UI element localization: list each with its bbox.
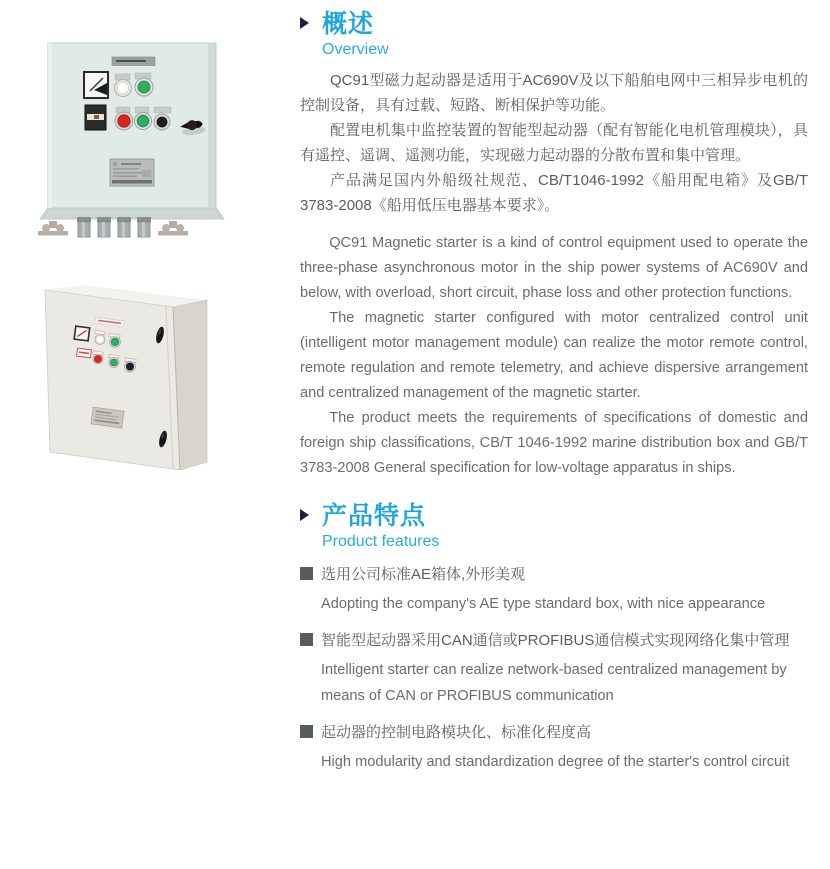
- feature-en-text: Intelligent starter can realize network-based centralized management by means of CAN or PROFIBUS communication: [321, 662, 787, 704]
- cabinet2-gauge: [74, 326, 90, 341]
- overview-header: [300, 8, 808, 40]
- product-photo-angled-view: [20, 272, 260, 487]
- label-plate: [154, 107, 171, 113]
- feature-zh-text: 起动器的控制电路模块化、标准化程度高: [321, 724, 592, 741]
- cabinet1-cable-glands: [77, 217, 151, 237]
- features-header: [300, 500, 808, 532]
- feature-zh-line: [300, 721, 808, 742]
- white-indicator-button-2: [95, 335, 105, 345]
- features-title-en: Product features: [322, 533, 440, 550]
- green-run-button-2: [109, 358, 119, 368]
- green-run-button: [135, 113, 152, 130]
- paragraph-en: The magnetic starter configured with motor centralized control unit (intelligent motor management module) can realize the motor remote control, remote regulation and remote telemetry, and achieve dispersive arrangement and centralized management of the magnetic starter.: [300, 310, 808, 401]
- feature-zh-text: 选用公司标准AE箱体,外形美观: [321, 566, 526, 583]
- red-stop-button: [115, 112, 133, 130]
- cabinet1-top-label: [112, 57, 155, 66]
- features-title-zh: 产品特点: [322, 502, 427, 530]
- cabinet1-left-foot-bracket: [38, 221, 68, 236]
- features-list: [300, 563, 808, 775]
- feature-en-text: High modularity and standardization degree of the starter's control circuit: [321, 754, 790, 770]
- paragraph-en: QC91 Magnetic starter is a kind of control equipment used to operate the three-phase asynchronous motor in the ship power systems of AC690V and below, with overload, short circuit, phase loss and other protection functions.: [300, 235, 808, 301]
- feature-en-text: Adopting the company's AE type standard box, with nice appearance: [321, 596, 766, 612]
- blue-test-button: [125, 361, 136, 372]
- product-images-column: [0, 0, 280, 869]
- paragraph-zh: 产品满足国内外船级社规范、CB/T1046-1992《船用配电箱》及GB/T 3783-2008《船用低压电器基本要求》。: [300, 172, 808, 214]
- red-stop-button-2: [93, 354, 103, 364]
- green-start-button: [135, 78, 153, 96]
- paragraph-zh: QC91型磁力起动器是适用于AC690V及以下船舶电网中三相异步电机的控制设备，具有过载、短路、断相保护等功能。: [300, 72, 808, 114]
- product-photo-front-view: [20, 28, 260, 253]
- paragraph-zh: 配置电机集中监控装置的智能型起动器（配有智能化电机管理模块），具有遥控、遥调、遥测功能，实现磁力起动器的分散布置和集中管理。: [300, 122, 808, 164]
- content-column: [300, 8, 808, 775]
- feature-item: [300, 721, 808, 775]
- section-arrow-icon: [300, 509, 309, 521]
- black-reset-button: [154, 114, 170, 130]
- overview-title-zh: 概述: [322, 10, 375, 38]
- square-bullet-icon: [300, 725, 313, 738]
- section-arrow-icon: [300, 17, 309, 29]
- section-product-features: [300, 500, 808, 775]
- green-start-button-2: [110, 337, 121, 348]
- feature-zh-text: 智能型起动器采用CAN通信或PROFIBUS通信模式实现网络化集中管理: [321, 632, 790, 649]
- square-bullet-icon: [300, 567, 313, 580]
- feature-zh-line: [300, 629, 808, 650]
- square-bullet-icon: [300, 633, 313, 646]
- cabinet1-left-highlight: [48, 43, 52, 208]
- overview-english-text: [300, 231, 808, 481]
- cabinet1-nameplate: [110, 159, 154, 186]
- cabinet2-red-label-plate: [77, 348, 92, 358]
- overview-title-en: Overview: [322, 41, 389, 58]
- feature-item: [300, 563, 808, 617]
- section-overview: [300, 8, 808, 481]
- paragraph-en: The product meets the requirements of specifications of domestic and foreign ship classifications, CB/T 1046-1992 marine distribution box and GB/T 3783-2008 General specification for low-voltage apparatus in ships.: [300, 410, 808, 476]
- ammeter-gauge: [84, 72, 108, 98]
- breaker-module: [85, 105, 106, 130]
- feature-zh-line: [300, 563, 808, 584]
- overview-chinese-text: [300, 68, 808, 218]
- cabinet1-right-foot-bracket: [158, 221, 188, 236]
- white-indicator-button: [115, 80, 132, 97]
- cabinet1-right-shading: [208, 44, 216, 207]
- cabinet2-nameplate: [91, 407, 124, 428]
- feature-item: [300, 629, 808, 709]
- cabinet1-bottom-face: [40, 208, 224, 219]
